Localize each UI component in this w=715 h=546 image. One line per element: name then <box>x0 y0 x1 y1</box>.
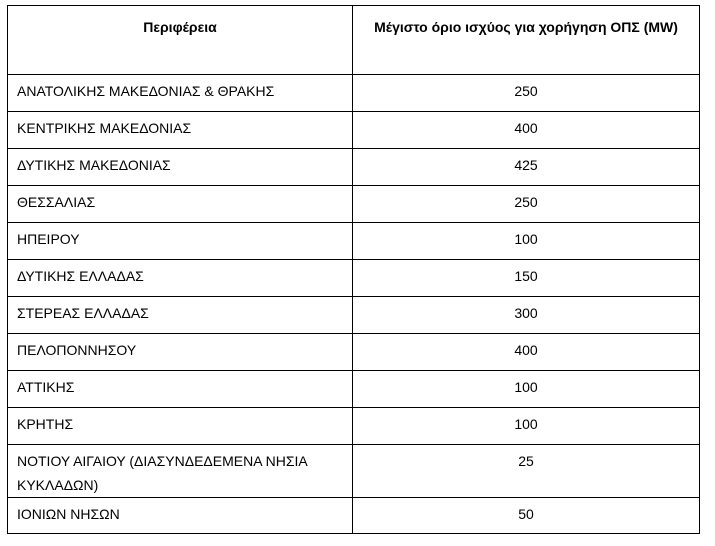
capacity-cell: 25 <box>353 445 700 498</box>
table-row <box>8 498 700 534</box>
region-cell: ΝΟΤΙΟΥ ΑΙΓΑΙΟΥ (ΔΙΑΣΥΝΔΕΔΕΜΕΝΑ ΝΗΣΙΑ ΚΥΚΛΑΔΩΝ) <box>8 445 353 498</box>
capacity-table <box>7 5 700 534</box>
capacity-cell: 400 <box>353 334 700 371</box>
region-cell: ΚΕΝΤΡΙΚΗΣ ΜΑΚΕΔΟΝΙΑΣ <box>8 112 353 149</box>
region-cell: ΑΝΑΤΟΛΙΚΗΣ ΜΑΚΕΔΟΝΙΑΣ & ΘΡΑΚΗΣ <box>8 75 353 112</box>
capacity-cell: 150 <box>353 260 700 297</box>
capacity-cell: 100 <box>353 408 700 445</box>
capacity-cell: 50 <box>353 498 700 534</box>
table-row <box>8 408 700 445</box>
capacity-cell: 100 <box>353 223 700 260</box>
region-cell: ΚΡΗΤΗΣ <box>8 408 353 445</box>
region-cell: ΗΠΕΙΡΟΥ <box>8 223 353 260</box>
table-row <box>8 297 700 334</box>
table-row <box>8 223 700 260</box>
region-cell: ΔΥΤΙΚΗΣ ΜΑΚΕΔΟΝΙΑΣ <box>8 149 353 186</box>
capacity-cell: 250 <box>353 186 700 223</box>
table-row <box>8 260 700 297</box>
table-row <box>8 186 700 223</box>
region-cell: ΘΕΣΣΑΛΙΑΣ <box>8 186 353 223</box>
capacity-cell: 300 <box>353 297 700 334</box>
table-row <box>8 371 700 408</box>
header-max-capacity: Μέγιστο όριο ισχύος για χορήγηση ΟΠΣ (MW) <box>353 6 700 75</box>
table-row <box>8 149 700 186</box>
capacity-cell: 400 <box>353 112 700 149</box>
table-row <box>8 334 700 371</box>
capacity-cell: 250 <box>353 75 700 112</box>
table-row <box>8 112 700 149</box>
capacity-cell: 100 <box>353 371 700 408</box>
region-cell: ΙΟΝΙΩΝ ΝΗΣΩΝ <box>8 498 353 534</box>
table-header-row <box>8 6 700 75</box>
header-region: Περιφέρεια <box>8 6 353 75</box>
region-cell: ΠΕΛΟΠΟΝΝΗΣΟΥ <box>8 334 353 371</box>
region-cell: ΔΥΤΙΚΗΣ ΕΛΛΑΔΑΣ <box>8 260 353 297</box>
table-row <box>8 75 700 112</box>
region-cell: ΑΤΤΙΚΗΣ <box>8 371 353 408</box>
table-row <box>8 445 700 498</box>
region-cell: ΣΤΕΡΕΑΣ ΕΛΛΑΔΑΣ <box>8 297 353 334</box>
capacity-cell: 425 <box>353 149 700 186</box>
